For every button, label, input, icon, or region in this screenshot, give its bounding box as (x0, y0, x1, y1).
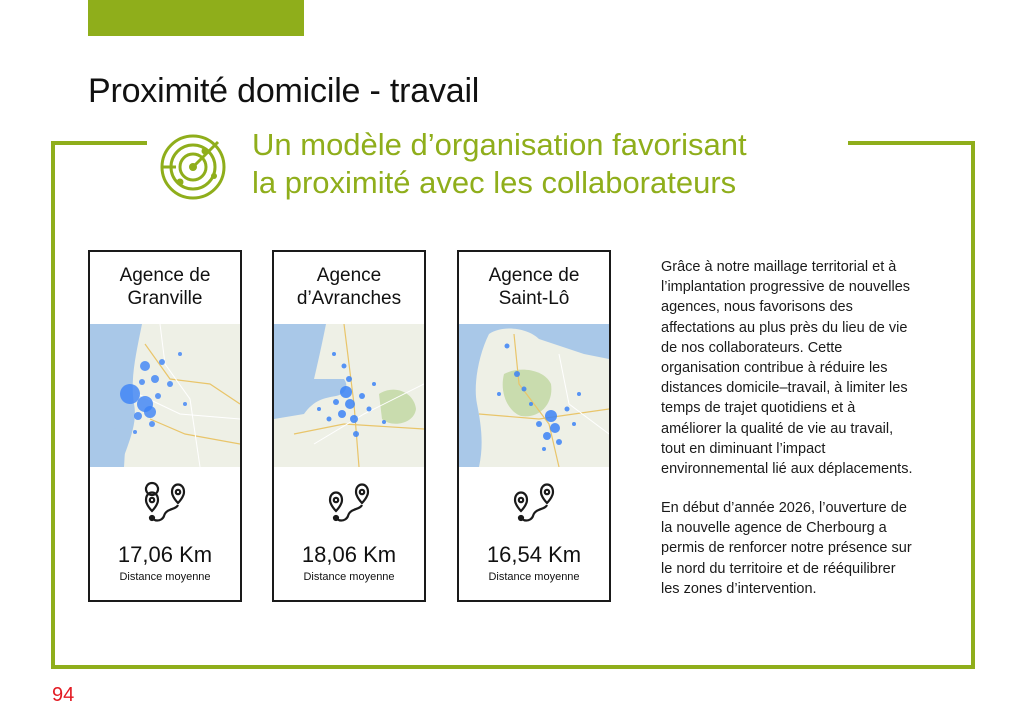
text-line: distances domicile–travail, à limiter les (661, 380, 908, 397)
text-line: la nouvelle agence de Cherbourg a (661, 520, 887, 537)
distance-label: Distance moyenne (119, 571, 211, 583)
text-line: l’implantation progressive de nouvelles (661, 279, 911, 296)
card-title-line: Agence de (488, 265, 580, 286)
distance-value: 18,06 Km (301, 542, 397, 567)
text-line: les zones d’intervention. (661, 580, 817, 597)
card-title-line: d’Avranches (296, 288, 402, 309)
card-title-line: Agence de (119, 265, 211, 286)
text-line: affectations au plus près du lieu de vie (661, 319, 908, 336)
text-line: En début d’année 2026, l’ouverture de (661, 500, 907, 516)
route-pins-icon (509, 480, 559, 526)
text-line: organisation contribue à réduire les (661, 360, 888, 377)
agency-map (459, 324, 609, 467)
section-subtitle (252, 126, 747, 202)
text-line: Grâce à notre maillage territorial et à (661, 259, 897, 275)
text-line: de nos collaborateurs. Cette (661, 339, 843, 356)
agency-card-saint-lo (457, 250, 611, 602)
text-line: permis de renforcer notre présence sur (661, 540, 912, 557)
agency-card-avranches (272, 250, 426, 602)
subtitle-line: Un modèle d’organisation favorisant (252, 127, 747, 162)
text-line: environnemental lié aux déplacements. (661, 461, 913, 478)
body-paragraph-2 (661, 498, 951, 599)
text-line: améliorer la qualité de vie au travail, (661, 420, 894, 437)
card-title-line: Agence (316, 265, 382, 286)
text-line: le nord du territoire et de rééquilibrer (661, 560, 896, 577)
frame-top-right-segment (848, 141, 971, 145)
body-paragraph-1 (661, 257, 951, 479)
distance-label: Distance moyenne (303, 571, 395, 583)
text-line: tout en diminuant l’impact (661, 440, 826, 457)
distance-value: 16,54 Km (486, 542, 582, 567)
agency-map (90, 324, 240, 467)
card-title (459, 264, 609, 310)
top-accent-bar (88, 0, 304, 36)
page-number: 94 (52, 684, 75, 706)
route-pins-icon (324, 480, 374, 526)
agency-map (274, 324, 424, 467)
subtitle-line: la proximité avec les collaborateurs (252, 165, 737, 200)
page-title: Proximité domicile - travail (88, 72, 480, 110)
radar-icon (158, 132, 228, 202)
route-pins-icon (140, 480, 190, 526)
card-title (90, 264, 240, 310)
distance-value: 17,06 Km (117, 542, 213, 567)
card-title (274, 264, 424, 310)
distance-label: Distance moyenne (488, 571, 580, 583)
card-title-line: Granville (127, 288, 203, 309)
card-title-line: Saint-Lô (498, 288, 570, 309)
text-line: temps de trajet quotidiens et à (661, 400, 856, 417)
agency-card-granville (88, 250, 242, 602)
text-line: agences, nous favorisons des (661, 299, 853, 316)
frame-top-left-segment (51, 141, 147, 145)
